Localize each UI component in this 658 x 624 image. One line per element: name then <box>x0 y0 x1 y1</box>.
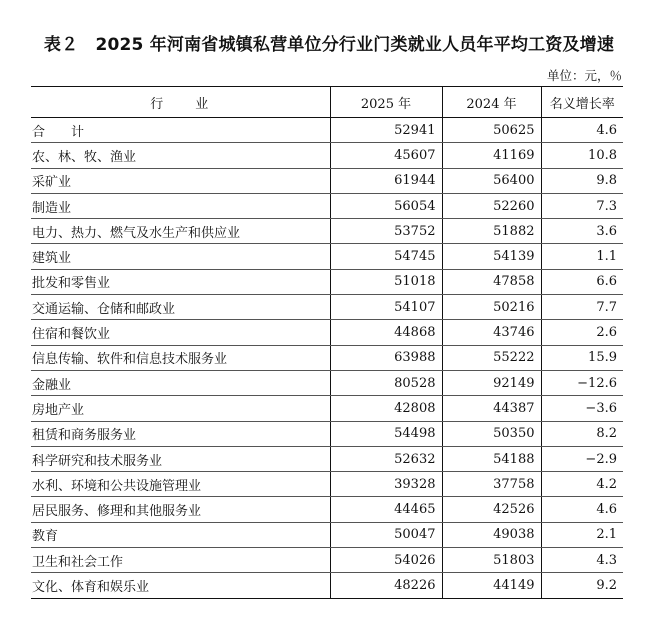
wage-2024-cell: 43746 <box>442 320 541 345</box>
growth-rate-cell: 8.2 <box>541 421 623 446</box>
wage-2024-cell: 52260 <box>442 193 541 218</box>
industry-cell: 租赁和商务服务业 <box>31 421 330 446</box>
wage-2024-cell: 51803 <box>442 548 541 573</box>
growth-rate-cell: −12.6 <box>541 370 623 395</box>
growth-rate-cell: 2.6 <box>541 320 623 345</box>
industry-cell: 文化、体育和娱乐业 <box>31 573 330 598</box>
industry-cell: 合 计 <box>31 118 330 143</box>
header-row <box>31 87 623 118</box>
wage-2024-cell: 49038 <box>442 522 541 547</box>
wage-2024-cell: 37758 <box>442 472 541 497</box>
industry-cell: 居民服务、修理和其他服务业 <box>31 497 330 522</box>
growth-rate-cell: 3.6 <box>541 219 623 244</box>
wage-2024-cell: 50216 <box>442 295 541 320</box>
table-row <box>31 370 623 395</box>
unit-note: 单位：元，％ <box>546 68 622 83</box>
wage-2025-cell: 53752 <box>330 219 442 244</box>
wage-2025-cell: 54107 <box>330 295 442 320</box>
wage-2025-cell: 50047 <box>330 522 442 547</box>
wage-2024-cell: 56400 <box>442 168 541 193</box>
table-row <box>31 193 623 218</box>
wage-2025-cell: 80528 <box>330 370 442 395</box>
table-row <box>31 320 623 345</box>
wage-2025-cell: 54745 <box>330 244 442 269</box>
wage-2025-cell: 54498 <box>330 421 442 446</box>
table-row <box>31 345 623 370</box>
growth-rate-cell: 4.3 <box>541 548 623 573</box>
total-row <box>31 118 623 143</box>
table-title: 表２ 2025 年河南省城镇私营单位分行业门类就业人员年平均工资及增速 <box>43 35 615 55</box>
industry-cell: 房地产业 <box>31 396 330 421</box>
growth-rate-cell: 2.1 <box>541 522 623 547</box>
table-row <box>31 446 623 471</box>
industry-cell: 科学研究和技术服务业 <box>31 446 330 471</box>
industry-cell: 住宿和餐饮业 <box>31 320 330 345</box>
wage-2025-cell: 63988 <box>330 345 442 370</box>
table-row <box>31 522 623 547</box>
industry-cell: 教育 <box>31 522 330 547</box>
industry-cell: 采矿业 <box>31 168 330 193</box>
table-row <box>31 497 623 522</box>
wage-2024-cell: 51882 <box>442 219 541 244</box>
wage-2025-cell: 54026 <box>330 548 442 573</box>
wage-2024-cell: 55222 <box>442 345 541 370</box>
wage-2024-cell: 44149 <box>442 573 541 598</box>
wage-2025-cell: 42808 <box>330 396 442 421</box>
wage-2024-cell: 54139 <box>442 244 541 269</box>
wage-2024-cell: 50625 <box>442 118 541 143</box>
wage-2024-cell: 44387 <box>442 396 541 421</box>
table-row <box>31 219 623 244</box>
growth-rate-cell: 15.9 <box>541 345 623 370</box>
wage-2024-cell: 50350 <box>442 421 541 446</box>
table-row <box>31 396 623 421</box>
wage-2024-cell: 92149 <box>442 370 541 395</box>
industry-cell: 交通运输、仓储和邮政业 <box>31 295 330 320</box>
table-row <box>31 421 623 446</box>
table-row <box>31 269 623 294</box>
wage-2025-cell: 48226 <box>330 573 442 598</box>
growth-rate-cell: 4.2 <box>541 472 623 497</box>
growth-rate-cell: 9.2 <box>541 573 623 598</box>
wage-2025-cell: 52941 <box>330 118 442 143</box>
table-row <box>31 244 623 269</box>
wage-2025-cell: 39328 <box>330 472 442 497</box>
growth-rate-cell: 9.8 <box>541 168 623 193</box>
header-industry: 行 业 <box>31 87 330 118</box>
industry-cell: 卫生和社会工作 <box>31 548 330 573</box>
table-row <box>31 573 623 598</box>
industry-cell: 建筑业 <box>31 244 330 269</box>
industry-cell: 金融业 <box>31 370 330 395</box>
header-growth: 名义增长率 <box>541 87 623 118</box>
growth-rate-cell: −2.9 <box>541 446 623 471</box>
wage-2025-cell: 44868 <box>330 320 442 345</box>
header-2024: 2024 年 <box>442 87 541 118</box>
growth-rate-cell: −3.6 <box>541 396 623 421</box>
wage-2025-cell: 45607 <box>330 143 442 168</box>
table-row <box>31 295 623 320</box>
industry-cell: 农、林、牧、渔业 <box>31 143 330 168</box>
wage-2024-cell: 47858 <box>442 269 541 294</box>
table-body <box>31 118 623 599</box>
wage-2024-cell: 41169 <box>442 143 541 168</box>
industry-cell: 电力、热力、燃气及水生产和供应业 <box>31 219 330 244</box>
wage-2025-cell: 56054 <box>330 193 442 218</box>
growth-rate-cell: 6.6 <box>541 269 623 294</box>
table-row <box>31 472 623 497</box>
wage-2024-cell: 54188 <box>442 446 541 471</box>
industry-cell: 制造业 <box>31 193 330 218</box>
industry-cell: 信息传输、软件和信息技术服务业 <box>31 345 330 370</box>
table-row <box>31 143 623 168</box>
growth-rate-cell: 4.6 <box>541 497 623 522</box>
industry-cell: 水利、环境和公共设施管理业 <box>31 472 330 497</box>
table-row <box>31 548 623 573</box>
wage-2025-cell: 44465 <box>330 497 442 522</box>
table-row <box>31 168 623 193</box>
wage-2025-cell: 51018 <box>330 269 442 294</box>
growth-rate-cell: 1.1 <box>541 244 623 269</box>
wage-2025-cell: 61944 <box>330 168 442 193</box>
growth-rate-cell: 7.7 <box>541 295 623 320</box>
wage-2025-cell: 52632 <box>330 446 442 471</box>
growth-rate-cell: 10.8 <box>541 143 623 168</box>
header-2025: 2025 年 <box>330 87 442 118</box>
wage-2024-cell: 42526 <box>442 497 541 522</box>
wage-table <box>31 86 623 599</box>
growth-rate-cell: 4.6 <box>541 118 623 143</box>
growth-rate-cell: 7.3 <box>541 193 623 218</box>
industry-cell: 批发和零售业 <box>31 269 330 294</box>
